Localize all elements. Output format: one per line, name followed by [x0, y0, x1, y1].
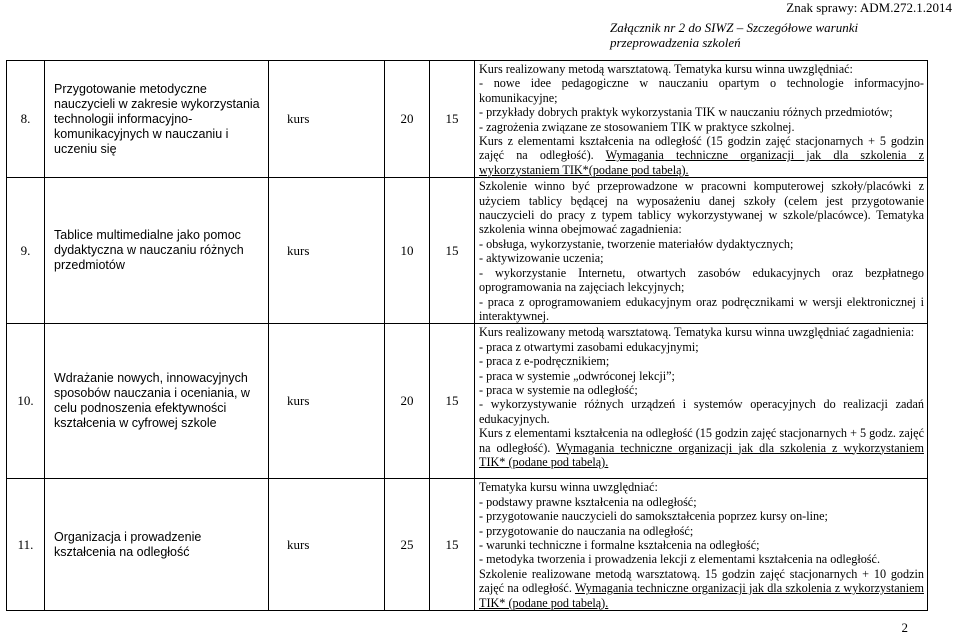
- annex-heading-line2: przeprowadzenia szkoleń: [610, 35, 741, 50]
- table-row: [7, 178, 928, 324]
- desc-line: - wykorzystywanie różnych urządzeń i systemów operacyjnych do realizacji zadań edukacyjnych.: [479, 397, 924, 426]
- desc-line: [479, 426, 924, 469]
- desc-line: [479, 134, 924, 177]
- training-hours: 25: [385, 479, 430, 611]
- desc-line: - praca w systemie „odwróconej lekcji”;: [479, 368, 675, 383]
- desc-text: Szkolenie realizowane metodą warsztatową. 15 godzin zajęć stacjonarnych + 10 godzin zajęć na odległość.: [479, 566, 924, 596]
- desc-line: - warunki techniczne i formalne kształcenia na odległość;: [479, 537, 760, 552]
- training-description: [475, 61, 928, 178]
- participants-count: 15: [430, 61, 475, 178]
- desc-text: Kurs z elementami kształcenia na odległość (15 godzin zajęć stacjonarnych + 5 godz. zajęć na odległość).: [479, 426, 924, 455]
- document-reference: Znak sprawy: ADM.272.1.2014: [786, 0, 952, 15]
- technical-requirements-note: Wymagania techniczne organizacji jak dla szkolenia z wykorzystaniem TIK* (podane pod tabelą).: [479, 440, 924, 469]
- training-table: [6, 60, 928, 611]
- row-number: 11.: [7, 479, 45, 611]
- technical-requirements-note: Wymagania techniczne organizacji jak dla szkolenia z wykorzystaniem TIK*(podane pod tabelą).: [479, 148, 925, 177]
- desc-line: - przygotowanie do nauczania na odległość;: [479, 523, 694, 538]
- participants-count: 15: [430, 324, 475, 479]
- training-form: kurs: [269, 61, 385, 178]
- training-name: Organizacja i prowadzenie kształcenia na odległość: [45, 479, 269, 611]
- annex-heading-line1: Załącznik nr 2 do SIWZ – Szczegółowe warunki: [610, 20, 859, 35]
- desc-line: [479, 567, 924, 610]
- training-name: Wdrażanie nowych, innowacyjnych sposobów nauczania i oceniania, w celu podnoszenia efektywności kształcenia w cyfrowej szkole: [45, 324, 269, 479]
- row-number: 8.: [7, 61, 45, 178]
- training-hours: 20: [385, 61, 430, 178]
- training-hours: 20: [385, 324, 430, 479]
- training-description: [475, 324, 928, 479]
- row-number: 9.: [7, 178, 45, 324]
- row-number: 10.: [7, 324, 45, 479]
- table-row: [7, 324, 928, 479]
- table-row: [7, 479, 928, 611]
- desc-line: - wykorzystanie Internetu, otwartych zasobów edukacyjnych oraz bezpłatnego oprogramowania na zajęciach lekcyjnych;: [479, 265, 924, 295]
- desc-line: Kurs realizowany metodą warsztatową. Tematyka kursu winna uwzględniać zagadnienia:: [479, 325, 915, 340]
- training-form: kurs: [269, 178, 385, 324]
- training-name: Przygotowanie metodyczne nauczycieli w zakresie wykorzystania technologii informacyjno-komunikacyjnych w nauczaniu i uczeniu się: [45, 61, 269, 178]
- desc-line: - podstawy prawne kształcenia na odległość;: [479, 494, 697, 509]
- desc-line: - praca z oprogramowaniem edukacyjnym oraz podręcznikami w wersji elektronicznej i interaktywnej.: [479, 294, 924, 323]
- desc-line: - praca w systemie na odległość;: [479, 382, 638, 397]
- training-form: kurs: [269, 324, 385, 479]
- participants-count: 15: [430, 178, 475, 324]
- annex-heading: [610, 20, 858, 50]
- desc-line: Szkolenie winno być przeprowadzone w pracowni komputerowej szkoły/placówki z użyciem tablicy będącej na wyposażeniu danej szkoły (celem jest przygotowanie nauczycieli do pracy z typem tablicy wykorzystywanej w szkole/placówce). Tematyka szkolenia winna obejmować zagadnienia:: [479, 179, 924, 237]
- table-row: [7, 61, 928, 178]
- training-hours: 10: [385, 178, 430, 324]
- technical-requirements-note: Wymagania techniczne organizacji jak dla szkolenia z wykorzystaniem TIK* (podane pod tabelą).: [479, 581, 924, 610]
- desc-line: Kurs realizowany metodą warsztatową. Tematyka kursu winna uwzględniać:: [479, 62, 853, 76]
- training-description: [475, 479, 928, 611]
- desc-line: - aktywizowanie uczenia;: [479, 251, 604, 266]
- desc-line: - przykłady dobrych praktyk wykorzystania TIK w nauczaniu różnych przedmiotów;: [479, 105, 893, 120]
- desc-text: Kurs z elementami kształcenia na odległość (15 godzin zajęć stacjonarnych + 5 godzin zajęć na odległość).: [479, 134, 924, 163]
- desc-line: - obsługa, wykorzystanie, tworzenie materiałów dydaktycznych;: [479, 236, 794, 251]
- desc-line: - praca z e-podręcznikiem;: [479, 354, 610, 369]
- training-description: [475, 178, 928, 324]
- desc-line: - przygotowanie nauczycieli do samokształcenia poprzez kursy on-line;: [479, 509, 828, 524]
- participants-count: 15: [430, 479, 475, 611]
- desc-line: - metodyka tworzenia i prowadzenia lekcji z elementami kształcenia na odległość.: [479, 552, 881, 567]
- training-form: kurs: [269, 479, 385, 611]
- page-number: 2: [901, 620, 908, 635]
- desc-line: Tematyka kursu winna uwzględniać:: [479, 480, 658, 495]
- desc-line: - praca z otwartymi zasobami edukacyjnymi;: [479, 339, 699, 354]
- desc-line: - nowe idee pedagogiczne w nauczaniu opartym o technologie informacyjno-komunikacyjne;: [479, 76, 924, 105]
- training-name: Tablice multimedialne jako pomoc dydaktyczna w nauczaniu różnych przedmiotów: [45, 178, 269, 324]
- desc-line: - zagrożenia związane ze stosowaniem TIK w praktyce szkolnej.: [479, 119, 795, 134]
